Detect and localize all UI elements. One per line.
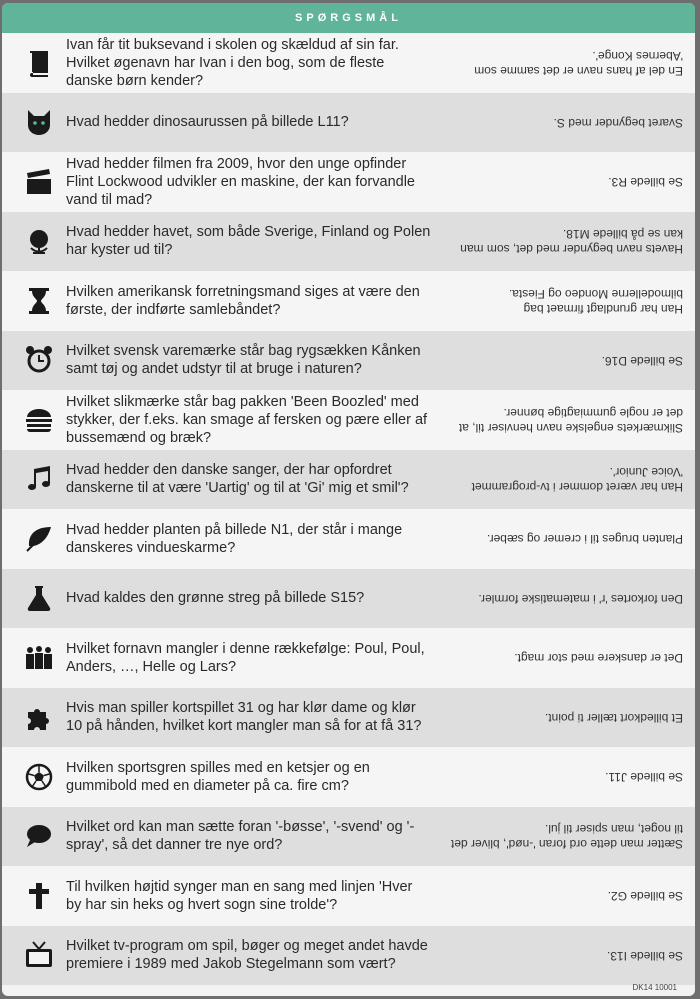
question-text: Hvad kaldes den grønne streg på billede S15? (66, 590, 365, 607)
card-header (2, 3, 695, 33)
question-text: Hvilket tv-program om spil, bøger og meget andet havde premiere i 1989 med Jakob Stegelmann som vært? (66, 938, 428, 973)
hint-text: Han har grundlagt firmaet bag bilmodellerne Mondeo og Fiesta. (508, 286, 683, 316)
question-list (2, 33, 695, 985)
question-row (2, 569, 695, 629)
hint-text: Sætter man dette ord foran '-nød', bliver det til noget, man spiser til jul. (450, 822, 683, 852)
speech-bubble-icon (19, 816, 59, 856)
family-icon (19, 638, 59, 678)
burger-icon (19, 400, 59, 440)
question-row (2, 33, 695, 93)
puzzle-icon (19, 697, 59, 737)
question-row (2, 450, 695, 510)
quiz-card (2, 3, 695, 996)
question-row (2, 866, 695, 926)
card-title: SPØRGSMÅL (295, 12, 402, 24)
question-text: Hvad hedder den danske sanger, der har opfordret danskerne til at være 'Uartig' og til at 'Gi' mig et smil'? (66, 462, 409, 497)
hint-text: Han har været dommer i tv-programmet 'Voice Junior'. (471, 465, 683, 495)
question-text: Hvad hedder dinosaurussen på billede L11? (66, 114, 349, 131)
question-text: Hvilket ord kan man sætte foran '-bøsse', '-svend' og '-spray', så det danner tre nye ord? (66, 819, 415, 854)
question-row (2, 628, 695, 688)
hint-text: Se billede G2. (607, 889, 683, 904)
hint-text: Det er danskere med stor magt. (514, 651, 683, 666)
card-code: DK14 10001 (632, 983, 677, 992)
hourglass-icon (19, 281, 59, 321)
alarm-clock-icon (19, 340, 59, 380)
question-row (2, 390, 695, 450)
clapperboard-icon (19, 162, 59, 202)
question-text: Hvilket fornavn mangler i denne rækkefølge: Poul, Poul, Anders, …, Helle og Lars? (66, 640, 425, 675)
hint-text: En del af hans navn er det samme som 'Abernes Konge'. (474, 48, 683, 78)
hint-text: Se billede I13. (606, 948, 683, 963)
hint-text: Svaret begynder med S. (553, 115, 683, 130)
question-text: Hvilken amerikansk forretningsmand siges at være den første, der indførte samlebåndet? (66, 283, 420, 318)
flask-icon (19, 578, 59, 618)
question-row (2, 747, 695, 807)
question-text: Hvad hedder planten på billede N1, der står i mange danskeres vindueskarme? (66, 521, 403, 556)
question-row (2, 509, 695, 569)
question-row (2, 271, 695, 331)
question-text: Hvilken sportsgren spilles med en ketsjer og en gummibold med en diameter på ca. fire cm? (66, 759, 370, 794)
book-icon (19, 43, 59, 83)
question-text: Hvis man spiller kortspillet 31 og har klør dame og klør 10 på hånden, hvilket kort mangler man så for at få 31? (66, 700, 422, 735)
question-row (2, 93, 695, 153)
hint-text: Den forkortes 'r' i matematiske formler. (478, 591, 683, 606)
question-row (2, 331, 695, 391)
question-text: Til hvilken højtid synger man en sang med linjen 'Hver by har sin heks og hvert sogn sine trolde'? (66, 878, 413, 913)
question-text: Hvad hedder havet, som både Sverige, Finland og Polen har kyster ud til? (66, 224, 431, 259)
globe-icon (19, 221, 59, 261)
hint-text: Slikmærkets engelske navn henviser til, at det er nogle gummiagtige bønner. (458, 405, 683, 435)
leaf-icon (19, 519, 59, 559)
question-row (2, 926, 695, 986)
question-row (2, 152, 695, 212)
tv-icon (19, 935, 59, 975)
hint-text: Se billede J11. (605, 770, 683, 785)
question-text: Hvilket slikmærke står bag pakken 'Been Boozled' med stykker, der f.eks. kan smage af fersken og pære eller af bussemænd og bræk? (66, 393, 428, 446)
question-row (2, 807, 695, 867)
hint-text: Havets navn begynder med det, som man kan se på billede M18. (460, 227, 683, 257)
hint-text: Se billede R3. (608, 175, 683, 190)
music-note-icon (19, 459, 59, 499)
question-text: Ivan får tit buksevand i skolen og skældud af sin far. Hvilket øgenavn har Ivan i den bog, som de fleste danske børn kender? (66, 36, 399, 89)
question-row (2, 688, 695, 748)
cat-icon (19, 102, 59, 142)
hint-text: Et billedkort tæller ti point. (544, 710, 683, 725)
question-text: Hvilket svensk varemærke står bag rygsækken Kånken samt tøj og andet udstyr til at bruge i naturen? (66, 343, 421, 378)
hint-text: Se billede D16. (601, 353, 683, 368)
cross-icon (19, 876, 59, 916)
question-row (2, 212, 695, 272)
hint-text: Planten bruges til i cremer og sæber. (486, 532, 683, 547)
question-text: Hvad hedder filmen fra 2009, hvor den unge opfinder Flint Lockwood udvikler en maskine, der kan forvandle vand til mad? (66, 155, 415, 208)
soccer-ball-icon (19, 757, 59, 797)
